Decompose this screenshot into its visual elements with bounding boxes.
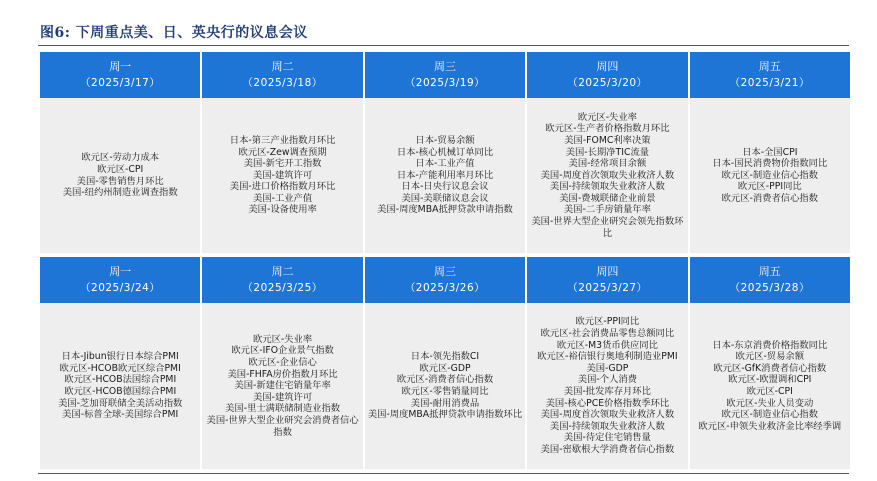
event-item: 欧元区-生产者价格指数月环比 [545,123,670,135]
event-item: 美国-世界大型企业研究会领先指数环比 [531,216,684,239]
schedule-table [40,52,850,469]
event-item: 欧元区-GfK消费者信心指数 [713,362,827,374]
event-item: 欧元区-PPI同比 [737,181,802,193]
event-item: 美国-新建住宅销量年率 [234,380,331,392]
event-item: 欧元区-制造业信心指数 [721,169,818,181]
event-item: 日本-工业产值 [415,158,475,170]
event-item: 美国-进口价格指数月环比 [229,181,336,193]
day-header [202,257,362,303]
event-item: 美国-核心PCE价格指数季环比 [545,397,670,409]
event-item: 欧元区-PPI同比 [575,316,640,328]
event-item: 欧元区-IFO企业景气指数 [231,345,334,357]
event-item: 欧元区-HCOB欧元区综合PMI [59,362,181,374]
event-cell [365,303,525,469]
event-item: 美国-持续领取失业救济人数 [549,181,665,193]
event-item: 美国-里士满联储制造业指数 [225,403,341,415]
event-item: 美国-待定住宅销售量 [563,432,651,444]
event-item: 美国-设备使用率 [248,204,317,216]
event-item: 欧元区-消费者信心指数 [396,374,494,386]
event-item: 美国-新宅开工指数 [243,158,322,170]
event-item: 日本-Jibun银行日本综合PMI [61,351,179,363]
day-header [527,52,687,98]
event-item: 美国-世界大型企业研究会消费者信心指数 [206,414,359,438]
event-item: 美国-FHFA房价指数月环比 [227,368,338,380]
event-item: 美国-耐用消费品 [410,397,480,409]
event-item: 日本-核心机械订单同比 [396,146,494,158]
day-date: （2025/3/26） [404,282,486,294]
day-name: 周一 [109,265,132,278]
event-item: 美国-美联储议息会议 [401,192,489,204]
event-item: 欧元区-劳动力成本 [81,152,160,164]
day-date: （2025/3/25） [242,282,323,294]
day-header [365,52,525,98]
event-item: 欧元区-企业信心 [248,357,317,369]
event-item: 日本-贸易余额 [415,134,475,146]
event-item: 美国-周度首次领取失业救济人数 [540,409,675,421]
day-date: （2025/3/20） [567,77,648,89]
day-date: （2025/3/21） [729,77,810,89]
day-header [690,52,850,98]
event-item: 美国-纽约州制造业调查指数 [62,187,178,199]
event-item: 欧元区-失业率 [253,333,313,345]
event-item: 欧元区-申领失业救济金比率经季调 [698,420,842,432]
day-header [527,257,687,303]
top-rule [38,45,849,46]
event-item: 美国-费城联储企业前景 [559,192,656,204]
event-item: 欧元区-消费者信心指数 [721,192,818,204]
day-name: 周二 [271,60,294,73]
event-cell [40,98,200,253]
day-name: 周四 [596,265,619,278]
day-name: 周五 [758,60,781,73]
event-item: 欧元区-CPI [97,163,144,175]
event-item: 日本-领先指数CI [410,351,480,363]
event-item: 美国-密歇根大学消费者信心指数 [540,443,675,455]
event-item: 美国-个人消费 [577,374,637,386]
day-date: （2025/3/27） [567,282,648,294]
event-item: 日本-产能利用率月环比 [396,169,494,181]
day-header [202,52,362,98]
event-cell [690,98,850,253]
day-name: 周四 [596,60,619,73]
event-item: 美国-周度MBA抵押贷款申请指数 [377,204,513,216]
bottom-rule [38,473,849,474]
event-item: 美国-零售销售月环比 [76,175,164,187]
event-item: 欧元区-GDP [419,362,471,374]
event-item: 欧元区-CPI [746,386,793,397]
event-item: 欧元区-贸易余额 [735,351,804,363]
day-name: 周三 [433,60,456,73]
day-date: （2025/3/28） [729,282,810,294]
event-item: 美国-批发库存月环比 [563,386,651,397]
day-date: （2025/3/18） [242,77,323,89]
figure-title: 图6: 下周重点美、日、英央行的议息会议 [40,25,308,41]
event-item: 美国-长期净TIC流量 [565,146,650,158]
day-header [40,257,200,303]
event-item: 美国-芝加哥联储全美活动指数 [58,397,183,409]
day-header [365,257,525,303]
event-item: 美国-工业产值 [253,192,313,204]
event-cell [527,303,687,469]
day-name: 周五 [758,265,781,278]
event-item: 日本-日央行议息会议 [401,181,489,193]
event-cell [202,98,362,253]
event-item: 美国-周度首次领取失业救济人数 [540,169,675,181]
day-date: （2025/3/24） [80,282,161,294]
event-item: 欧元区-M3货币供应同比 [556,339,658,351]
day-date: （2025/3/17） [80,77,161,89]
event-item: 美国-标普全球-美国综合PMI [62,409,179,421]
event-cell [690,303,850,469]
day-name: 周一 [109,60,132,73]
day-name: 周二 [271,265,294,278]
event-item: 日本-全国CPI [742,146,798,158]
event-cell [40,303,200,469]
day-header [40,52,200,98]
event-item: 欧元区-制造业信心指数 [721,409,818,421]
event-item: 欧元区-欧盟调和CPI [728,374,812,386]
day-date: （2025/3/19） [404,77,486,89]
event-cell [365,98,525,253]
event-item: 美国-GDP [586,362,629,374]
event-item: 美国-建筑许可 [253,391,313,403]
event-item: 日本-第三产业指数月环比 [229,134,336,146]
event-item: 美国-建筑许可 [253,169,313,181]
event-item: 欧元区-Zew调查预期 [238,146,327,158]
event-cell [527,98,687,253]
event-item: 欧元区-社会消费品零售总额同比 [540,328,675,340]
day-header [690,257,850,303]
event-item: 美国-FOMC利率决策 [564,134,651,146]
event-item: 欧元区-失业人员变动 [726,397,814,409]
event-item: 欧元区-零售销量同比 [401,386,489,397]
event-item: 日本-东京消费价格指数同比 [712,339,828,351]
event-item: 美国-经常项目余额 [568,158,647,170]
event-item: 欧元区-HCOB德国综合PMI [64,386,177,397]
event-cell [202,303,362,469]
event-item: 欧元区-裕信银行奥地利制造业PMI [537,351,678,363]
day-name: 周三 [433,265,456,278]
event-item: 欧元区-HCOB法国综合PMI [64,374,177,386]
event-item: 日本-国民消费物价指数同比 [712,158,828,170]
event-item: 欧元区-失业率 [577,111,637,123]
event-item: 美国-二手房销量年率 [563,204,651,216]
event-item: 美国-周度MBA抵押贷款申请指数环比 [367,409,523,421]
event-item: 美国-持续领取失业救济人数 [549,420,665,432]
